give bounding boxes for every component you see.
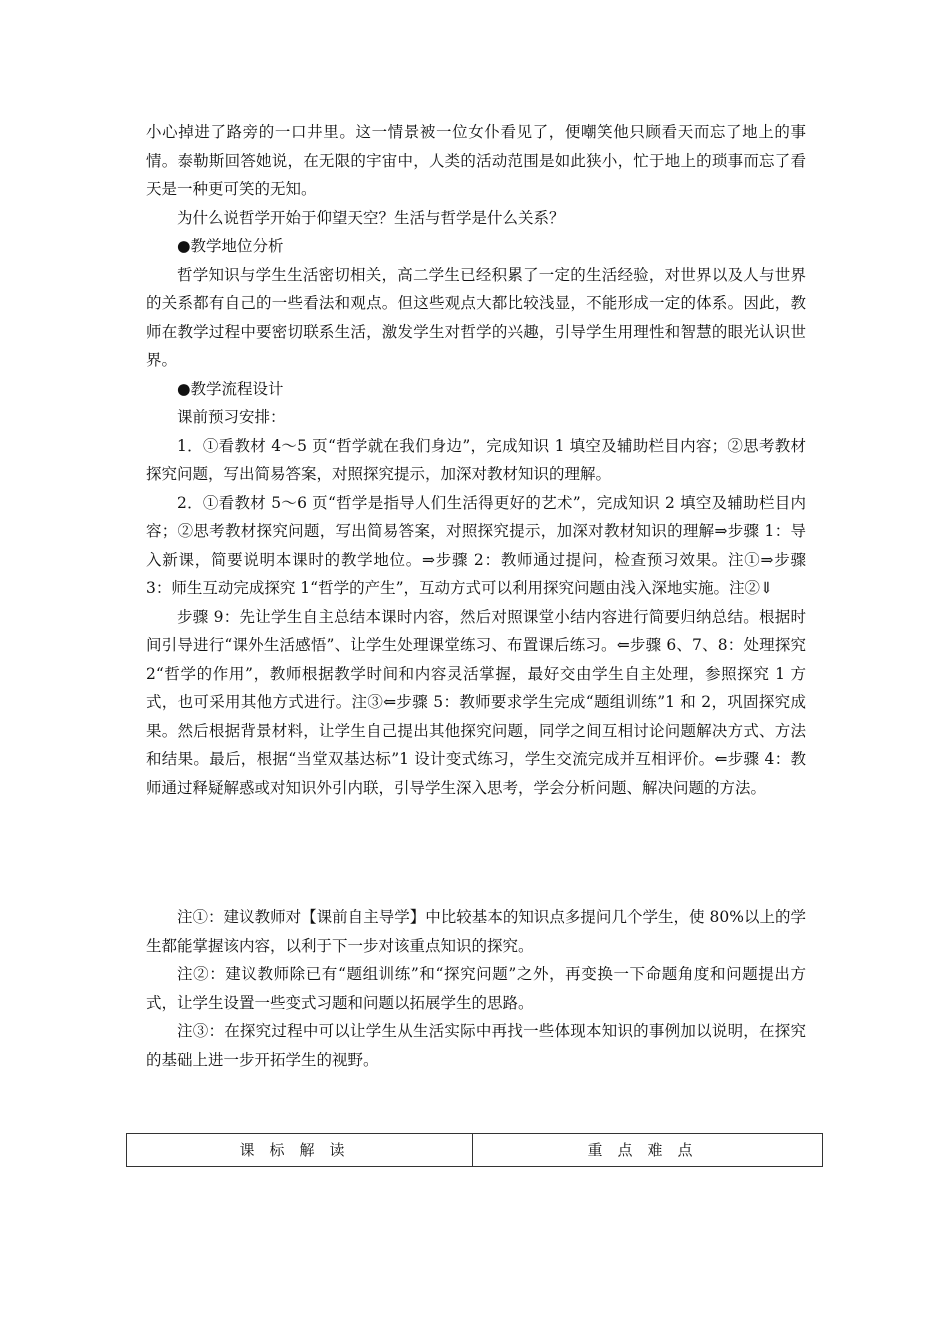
paragraph-steps: 步骤 9：先让学生自主总结本课时内容，然后对照课堂小结内容进行简要归纳总结。根据时间引导进行“课外生活感悟”、让学生处理课堂练习、布置课后练习。⇐步骤 6、7、8：处理探究 2“哲学的作用”，教师根据教学时间和内容灵活掌握，最好交由学生自主处理，参照探究 1 方式，也可采用其他方式进行。注③⇐步骤 5：教师要求学生完成“题组训练”1 和 2，巩固探究成果。然后根据背景材料，让学生自己提出其他探究问题，同学之间互相讨论问题解决方式、方法和结果。最后，根据“当堂双基达标”1 设计变式练习，学生交流完成并互相评价。⇐步骤 4：教师通过释疑解惑或对知识外引内联，引导学生深入思考，学会分析问题、解决问题的方法。 — [146, 607, 806, 797]
paragraph-preview-item-1: 1．①看教材 4～5 页“哲学就在我们身边”，完成知识 1 填空及辅助栏目内容；②思考教材探究问题，写出简易答案，对照探究提示，加深对教材知识的理解。 — [146, 436, 806, 483]
notes-section — [146, 903, 806, 1074]
paragraph-position-analysis: 哲学知识与学生生活密切相关，高二学生已经积累了一定的生活经验，对世界以及人与世界的关系都有自己的一些看法和观点。但这些观点大都比较浅显，不能形成一定的体系。因此，教师在教学过程中要密切联系生活，激发学生对哲学的兴趣，引导学生用理性和智慧的眼光认识世界。 — [146, 265, 806, 369]
paragraph-preview-title: 课前预习安排： — [177, 408, 286, 426]
table-header-curriculum: 课标解读 — [127, 1134, 473, 1167]
table-row — [127, 1134, 823, 1167]
blank-gap — [146, 802, 806, 899]
header-table — [126, 1133, 823, 1167]
paragraph-question: 为什么说哲学开始于仰望天空？生活与哲学是什么关系？ — [177, 208, 565, 227]
paragraph-preview-item-2: 2．①看教材 5～6 页“哲学是指导人们生活得更好的艺术”，完成知识 2 填空及辅助栏目内容；②思考教材探究问题，写出简易答案，对照探究提示，加深对教材知识的理解⇒步骤 1：导入新课，简要说明本课时的教学地位。⇒步骤 2：教师通过提问，检查预习效果。注①⇒步骤 3：师生互动完成探究 1“哲学的产生”，互动方式可以利用探究问题由浅入深地实施。注②⇓ — [146, 493, 806, 597]
note-2: 注②：建议教师除已有“题组训练”和“探究问题”之外，再变换一下命题角度和问题提出方式，让学生设置一些变式习题和问题以拓展学生的思路。 — [146, 965, 806, 1012]
section-heading-position: ●教学地位分析 — [177, 237, 284, 255]
table-header-key-points: 重点难点 — [473, 1134, 823, 1167]
document-body — [146, 118, 806, 1074]
section-heading-process: ●教学流程设计 — [177, 379, 284, 398]
paragraph-story: 小心掉进了路旁的一口井里。这一情景被一位女仆看见了，便嘲笑他只顾看天而忘了地上的事情。泰勒斯回答她说，在无限的宇宙中，人类的活动范围是如此狭小，忙于地上的琐事而忘了看天是一种更可笑的无知。 — [146, 123, 806, 198]
note-1: 注①：建议教师对【课前自主导学】中比较基本的知识点多提问几个学生，使 80%以上的学生都能掌握该内容，以利于下一步对该重点知识的探究。 — [146, 908, 806, 955]
note-3: 注③：在探究过程中可以让学生从生活实际中再找一些体现本知识的事例加以说明，在探究的基础上进一步开拓学生的视野。 — [146, 1022, 806, 1069]
